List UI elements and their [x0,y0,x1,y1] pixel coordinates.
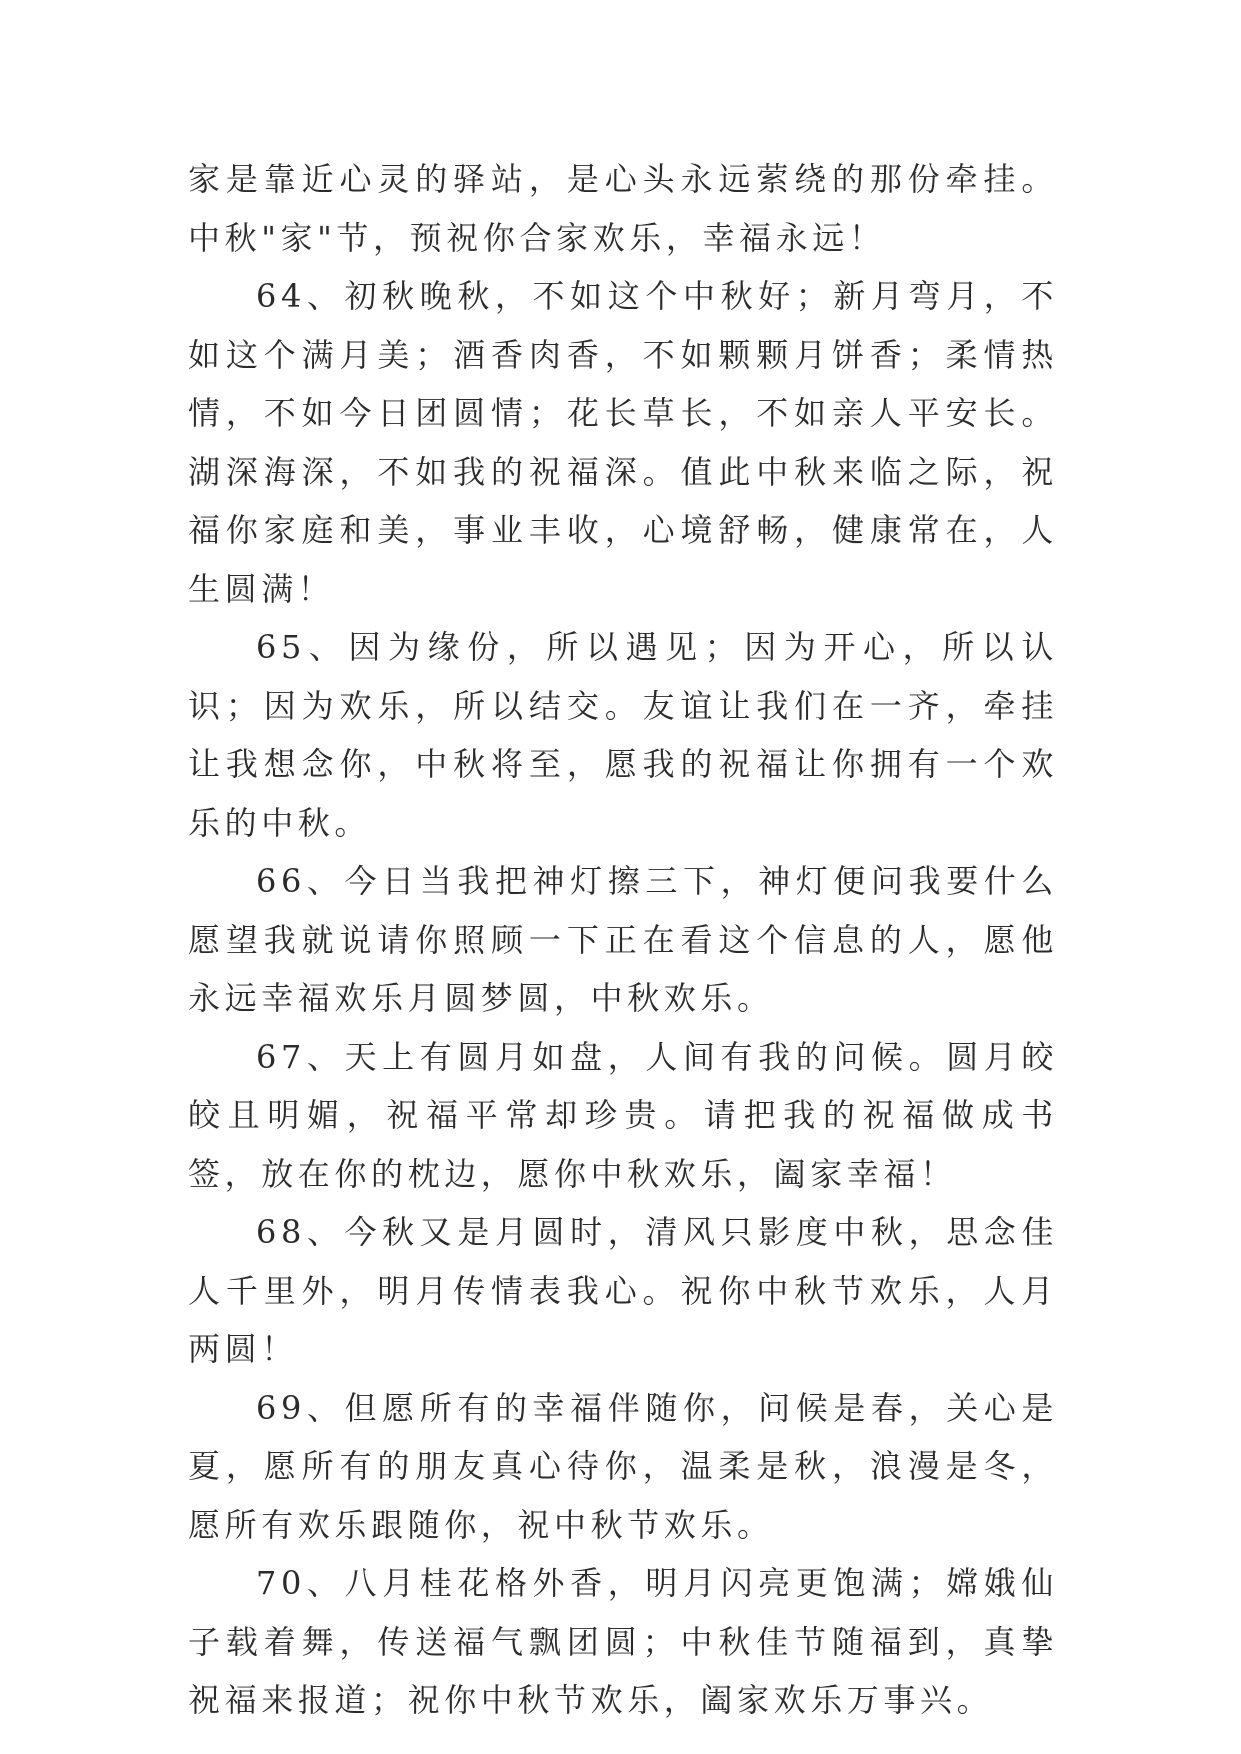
paragraph-66: 66、今日当我把神灯擦三下，神灯便问我要什么愿望我就说请你照顾一下正在看这个信息的人，愿他永远幸福欢乐月圆梦圆，中秋欢乐。 [188,862,1058,1017]
paragraph-64: 64、初秋晚秋，不如这个中秋好；新月弯月，不如这个满月美；酒香肉香，不如颗颗月饼香；柔情热情，不如今日团圆情；花长草长，不如亲人平安长。湖深海深，不如我的祝福深。值此中秋来临之际，祝福你家庭和美，事业丰收，心境舒畅，健康常在，人生圆满！ [188,277,1058,608]
paragraph-69: 69、但愿所有的幸福伴随你，问候是春，关心是夏，愿所有的朋友真心待你，温柔是秋，浪漫是冬，愿所有欢乐跟随你，祝中秋节欢乐。 [188,1388,1058,1544]
paragraph-67: 67、天上有圆月如盘，人间有我的问候。圆月皎皎且明媚，祝福平常却珍贵。请把我的祝福做成书签，放在你的枕边，愿你中秋欢乐，阖家幸福！ [188,1037,1058,1193]
paragraph-65: 65、因为缘份，所以遇见；因为开心，所以认识；因为欢乐，所以结交。友谊让我们在一齐，牵挂让我想念你，中秋将至，愿我的祝福让你拥有一个欢乐的中秋。 [188,628,1058,842]
paragraph-70: 70、八月桂花格外香，明月闪亮更饱满；嫦娥仙子载着舞，传送福气飘团圆；中秋佳节随福到，真挚祝福来报道；祝你中秋节欢乐，阖家欢乐万事兴。 [188,1564,1058,1719]
document-body [188,150,1058,1730]
paragraph-continued: 家是靠近心灵的驿站，是心头永远萦绕的那份牵挂。中秋"家"节，预祝你合家欢乐，幸福永远！ [188,160,1058,257]
paragraph-68: 68、今秋又是月圆时，清风只影度中秋，思念佳人千里外，明月传情表我心。祝你中秋节欢乐，人月两圆！ [188,1213,1058,1368]
